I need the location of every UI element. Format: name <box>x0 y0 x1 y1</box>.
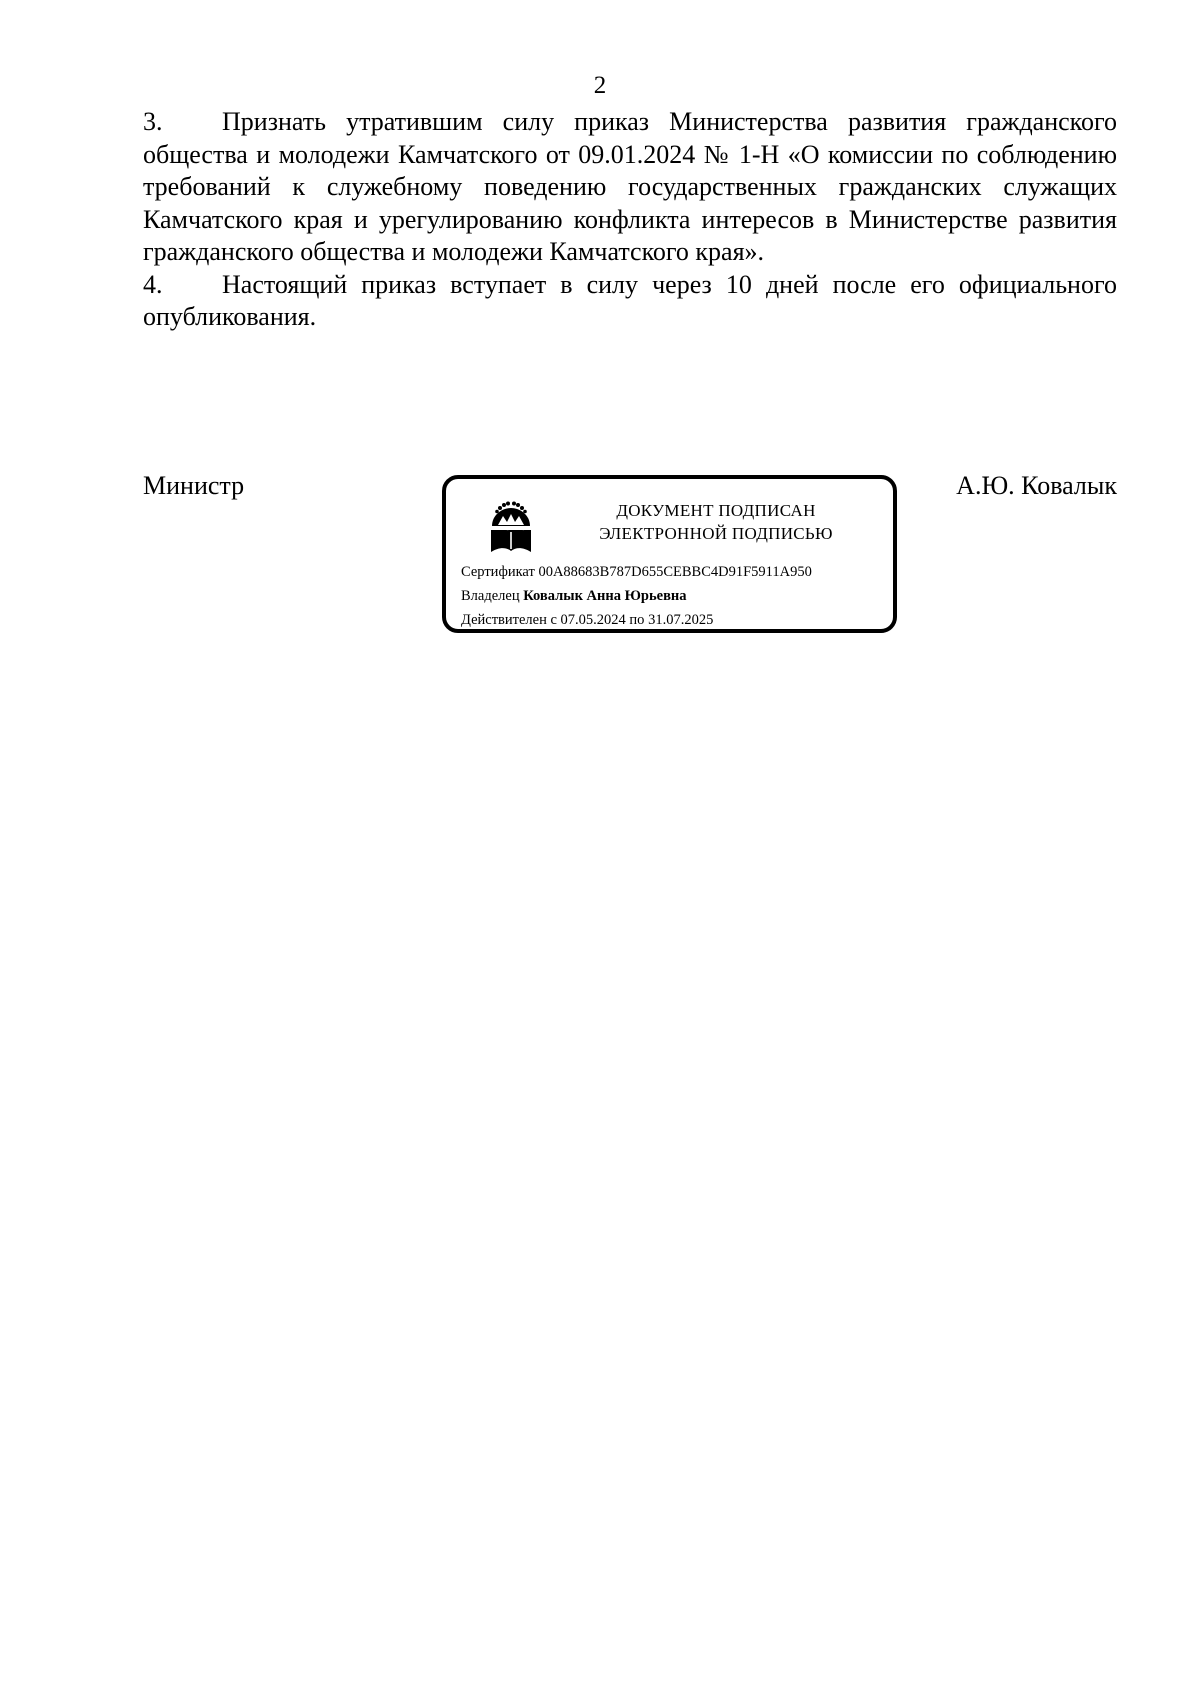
certificate-line <box>461 560 891 584</box>
signatory-name: А.Ю. Ковалык <box>956 471 1117 500</box>
valid-to: 31.07.2025 <box>648 612 714 628</box>
owner-line <box>461 584 891 608</box>
validity-line <box>461 608 891 632</box>
coat-of-arms-emblem-icon <box>483 500 539 556</box>
paragraph-number: 4. <box>143 269 163 299</box>
certificate-label: Сертификат <box>461 564 535 580</box>
valid-to-label: по <box>629 612 645 628</box>
signatory-position: Министр <box>143 471 245 500</box>
document-body <box>143 106 1117 334</box>
stamp-title-line-2: ЭЛЕКТРОННОЙ ПОДПИСЬЮ <box>599 524 833 543</box>
electronic-signature-stamp <box>442 475 897 633</box>
paragraph-4 <box>143 269 1117 334</box>
owner-label: Владелец <box>461 588 520 604</box>
page-number: 2 <box>593 72 607 99</box>
paragraph-text: Настоящий приказ вступает в силу через 10 дней после его официального опубликования. <box>143 269 1117 331</box>
valid-from: 07.05.2024 <box>560 612 626 628</box>
stamp-title-line-1: ДОКУМЕНТ ПОДПИСАН <box>616 501 816 520</box>
valid-label: Действителен с <box>461 612 557 628</box>
paragraph-number: 3. <box>143 107 163 136</box>
owner-value: Ковалык Анна Юрьевна <box>523 588 687 604</box>
paragraph-3 <box>143 106 1117 269</box>
stamp-title <box>546 499 886 545</box>
paragraph-text: Признать утратившим силу приказ Министерства развития гражданского общества и молодежи Камчатского от 09.01.2024 № 1-Н «О комиссии по соблюдению требований к служебному поведению государственных гражданских служащих Камчатского края и урегулированию конфликта интересов в Министерстве развития гражданского общества и молодежи Камчатского края». <box>143 107 1117 266</box>
stamp-details <box>461 560 891 632</box>
certificate-value: 00A88683B787D655CEBBC4D91F5911A950 <box>538 564 812 580</box>
